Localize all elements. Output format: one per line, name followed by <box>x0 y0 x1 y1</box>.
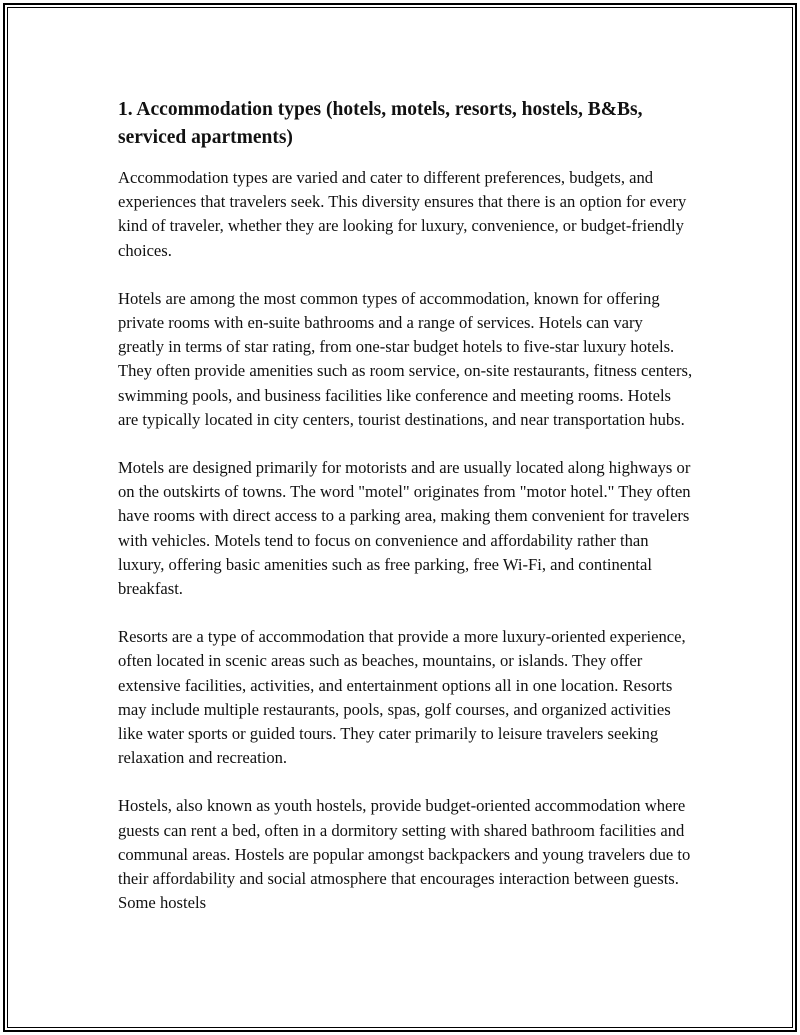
paragraph-hotels: Hotels are among the most common types of accommodation, known for offering private rooms with en-suite bathrooms and a range of services. Hotels can vary greatly in terms of star rating, from one-star budget hotels to five-star luxury hotels. They often provide amenities such as room service, on-site restaurants, fitness centers, swimming pools, and business facilities like conference and meeting rooms. Hotels are typically located in city centers, tourist destinations, and near transportation hubs. <box>118 288 693 429</box>
paragraph-intro: Accommodation types are varied and cater to different preferences, budgets, and experiences that travelers seek. This diversity ensures that there is an option for every kind of traveler, whether they are looking for luxury, convenience, or budget-friendly choices. <box>118 168 687 260</box>
paragraph-motels: Motels are designed primarily for motorists and are usually located along highways or on the outskirts of towns. The word "motel" originates from "motor hotel." They often have rooms with direct access to a parking area, making them convenient for travelers with vehicles. Motels tend to focus on convenience and affordability rather than luxury, offering basic amenities such as free parking, free Wi-Fi, and continental breakfast. <box>118 458 691 599</box>
section-heading: 1. Accommodation types (hotels, motels, resorts, hostels, B&Bs, serviced apartments) <box>118 99 643 148</box>
document-content <box>118 96 693 939</box>
paragraph-resorts: Resorts are a type of accommodation that provide a more luxury-oriented experience, often located in scenic areas such as beaches, mountains, or islands. They offer extensive facilities, activities, and entertainment options all in one location. Resorts may include multiple restaurants, pools, spas, golf courses, and organized activities like water sports or guided tours. They cater primarily to leisure travelers seeking relaxation and recreation. <box>118 627 686 768</box>
paragraph-hostels: Hostels, also known as youth hostels, provide budget-oriented accommodation where guests can rent a bed, often in a dormitory setting with shared bathroom facilities and communal areas. Hostels are popular amongst backpackers and young travelers due to their affordability and social atmosphere that encourages interaction between guests. Some hostels <box>118 796 691 913</box>
